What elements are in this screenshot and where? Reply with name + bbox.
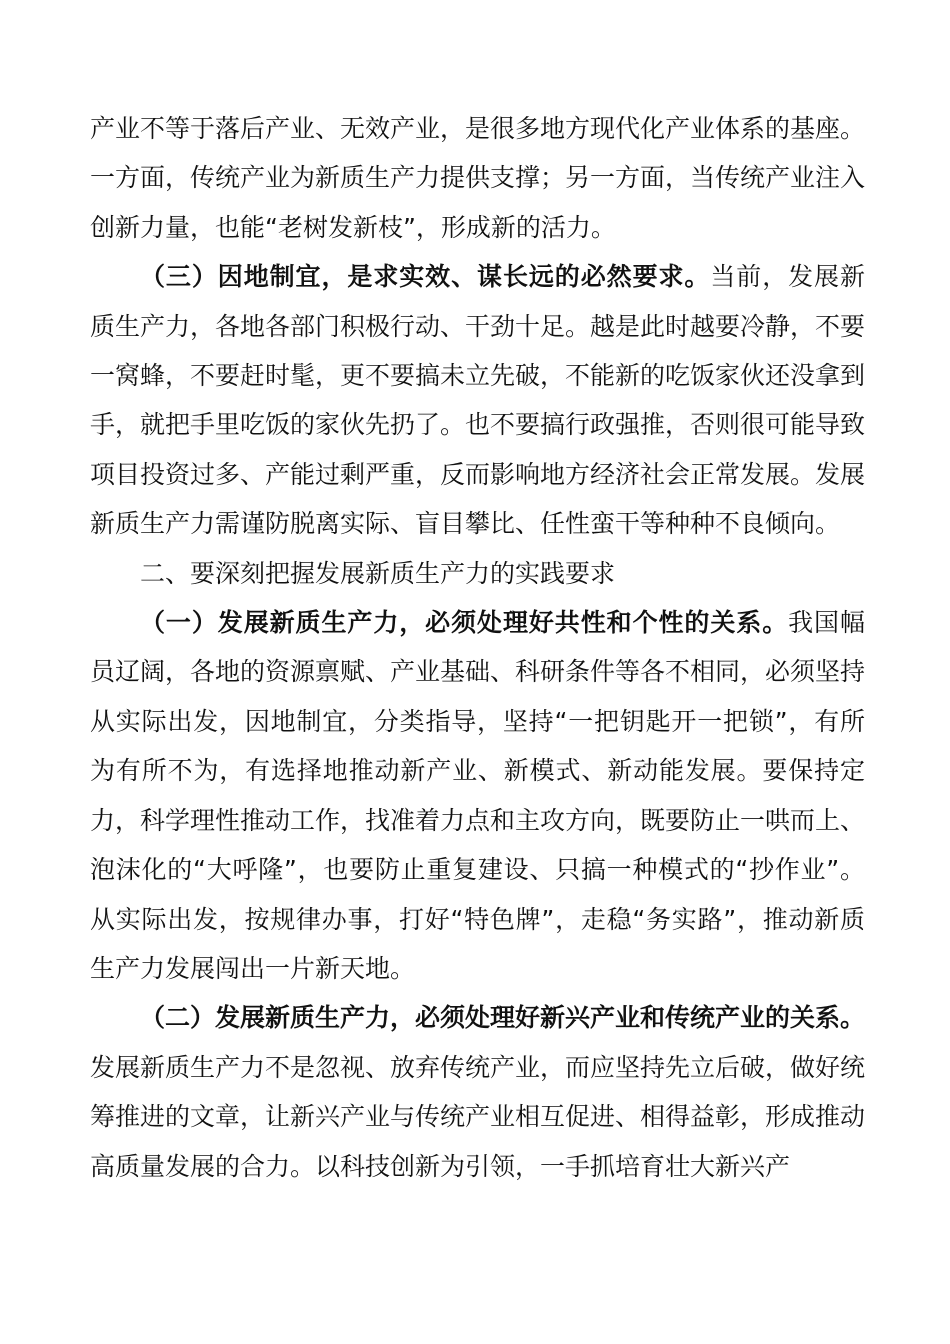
section-heading-text: 二、要深刻把握发展新质生产力的实践要求 — [140, 558, 616, 588]
paragraph-text: 产业不等于落后产业、无效产业，是很多地方现代化产业体系的基座。一方面，传统产业为新质生产力提供支撑；另一方面，当传统产业注入创新力量，也能“老树发新枝”，形成新的活力。 — [90, 114, 866, 242]
paragraph-continuation — [90, 104, 865, 252]
paragraph-subsection-1 — [90, 598, 865, 993]
paragraph-heading: （二）发展新质生产力，必须处理好新兴产业和传统产业的关系。 — [140, 1003, 866, 1033]
paragraph-text: 发展新质生产力不是忽视、放弃传统产业，而应坚持先立后破，做好统筹推进的文章，让新兴产业与传统产业相互促进、相得益彰，形成推动高质量发展的合力。以科技创新为引领，一手抓培育壮大新兴产 — [90, 1052, 866, 1181]
paragraph-subsection-2 — [90, 993, 865, 1191]
document-body — [90, 104, 865, 1191]
paragraph-heading: （三）因地制宜，是求实效、谋长远的必然要求。 — [140, 262, 711, 292]
section-heading — [90, 549, 865, 598]
paragraph-section-3 — [90, 252, 865, 548]
paragraph-heading: （一）发展新质生产力，必须处理好共性和个性的关系。 — [140, 608, 789, 638]
paragraph-text: 当前，发展新质生产力，各地各部门积极行动、干劲十足。越是此时越要冷静，不要一窝蜂，不要赶时髦，更不要搞未立先破，不能新的吃饭家伙还没拿到手，就把手里吃饭的家伙先扔了。也不要搞行政强推，否则很可能导致项目投资过多、产能过剩严重，反而影响地方经济社会正常发展。发展新质生产力需谨防脱离实际、盲目攀比、任性蛮干等种种不良倾向。 — [90, 262, 866, 539]
paragraph-text: 我国幅员辽阔，各地的资源禀赋、产业基础、科研条件等各不相同，必须坚持从实际出发，因地制宜，分类指导，坚持“一把钥匙开一把锁”，有所为有所不为，有选择地推动新产业、新模式、新动能发展。要保持定力，科学理性推动工作，找准着力点和主攻方向，既要防止一哄而上、泡沫化的“大呼隆”，也要防止重复建设、只搞一种模式的“抄作业”。从实际出发，按规律办事，打好“特色牌”，走稳“务实路”，推动新质生产力发展闯出一片新天地。 — [90, 608, 866, 983]
